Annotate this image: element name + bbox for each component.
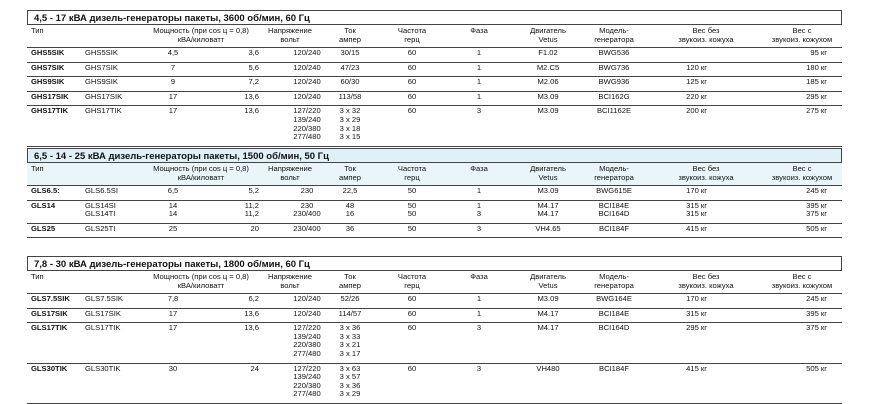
cell-kw: 24 bbox=[250, 363, 259, 373]
column-header-w1: Вес без звукоиз. кожуха bbox=[678, 26, 734, 44]
cell-eng: M3.09 bbox=[537, 91, 559, 101]
cell-a: 60/30 bbox=[340, 77, 360, 87]
cell-kw: 13,6 bbox=[244, 308, 259, 318]
cell-gen: BCI164D bbox=[598, 323, 630, 333]
model-code: GLS7.5SIK bbox=[31, 294, 70, 303]
model-code: GHS7SIK bbox=[31, 62, 65, 72]
cell-gen: BCI1162E bbox=[596, 106, 632, 116]
cell-eng: M4.17 M4.17 bbox=[537, 200, 559, 219]
table-row bbox=[27, 77, 842, 92]
cell-kw: 3,6 bbox=[248, 48, 259, 57]
cell-gen: BCI184F bbox=[599, 223, 629, 233]
cell-ph: 1 bbox=[476, 62, 482, 72]
cell-hz: 60 bbox=[407, 77, 417, 87]
cell-kva: 17 bbox=[168, 323, 178, 333]
model-code: GLS17TIK bbox=[31, 323, 68, 333]
cell-hz: 60 bbox=[407, 106, 417, 116]
cell-a: 47/23 bbox=[340, 62, 360, 72]
column-header-engine: Двигатель Vetus bbox=[530, 164, 566, 182]
table-row bbox=[27, 201, 842, 224]
column-header-current: Ток ампер bbox=[338, 272, 361, 290]
cell-gen: BCI184F bbox=[599, 363, 629, 373]
cell-kw: 13,6 bbox=[244, 91, 259, 101]
cell-w1: 125 кг bbox=[686, 77, 707, 87]
section-title: 7,8 - 30 кВА дизель-генераторы пакеты, 1800 об/мин, 60 Гц bbox=[27, 256, 842, 271]
model-variant: GHS17SIK bbox=[85, 91, 123, 101]
cell-kva: 4,5 bbox=[167, 48, 179, 57]
section-title: 6,5 - 14 - 25 кВА дизель-генераторы пакеты, 1500 об/мин, 50 Гц bbox=[27, 148, 842, 163]
cell-w1: 415 кг bbox=[686, 223, 707, 233]
model-code: GLS6.5: bbox=[31, 186, 60, 195]
cell-w2: 185 кг bbox=[806, 77, 827, 87]
cell-kva: 14 14 bbox=[168, 200, 178, 219]
column-header-engine: Двигатель Vetus bbox=[530, 26, 566, 44]
table-row bbox=[27, 364, 842, 404]
spec-section bbox=[27, 10, 842, 147]
model-variant: GLS7.5SIK bbox=[85, 294, 123, 303]
cell-hz: 60 bbox=[407, 48, 417, 57]
cell-v: 230/400 bbox=[293, 223, 321, 233]
cell-eng: VH4.65 bbox=[535, 223, 561, 233]
column-header-power: Мощность (при cos ц = 0,8) кВА/киловатт bbox=[153, 164, 249, 182]
cell-eng: M2.06 bbox=[537, 77, 559, 87]
column-header-voltage: Напряжение вольт bbox=[267, 272, 313, 290]
column-header-current: Ток ампер bbox=[338, 164, 361, 182]
cell-eng: M4.17 bbox=[537, 323, 559, 333]
cell-kw: 7,2 bbox=[248, 77, 259, 87]
cell-kva: 17 bbox=[168, 91, 178, 101]
cell-eng: M3.09 bbox=[537, 186, 559, 195]
cell-w1: 220 кг bbox=[686, 91, 707, 101]
column-header-phase: Фаза bbox=[470, 272, 488, 281]
section-title: 4,5 - 17 кВА дизель-генераторы пакеты, 3600 об/мин, 60 Гц bbox=[27, 10, 842, 25]
cell-w2: 180 кг bbox=[806, 62, 827, 72]
cell-eng: VH480 bbox=[536, 363, 560, 373]
model-variant: GHS9SIK bbox=[85, 77, 118, 87]
column-header-engine: Двигатель Vetus bbox=[530, 272, 566, 290]
cell-kw: 5,2 bbox=[248, 186, 259, 195]
model-variant: GLS25TI bbox=[85, 223, 116, 233]
cell-kw: 13,6 bbox=[244, 106, 259, 116]
cell-ph: 1 bbox=[476, 91, 482, 101]
column-header-voltage: Напряжение вольт bbox=[267, 164, 313, 182]
cell-w1: 120 кг bbox=[686, 62, 707, 72]
cell-eng: F1.02 bbox=[538, 48, 558, 57]
model-variant: GHS5SIK bbox=[85, 48, 118, 57]
cell-ph: 1 bbox=[476, 48, 482, 57]
cell-w1: 170 кг bbox=[686, 294, 707, 303]
cell-v: 127/220 139/240 220/380 277/480 bbox=[293, 106, 321, 142]
cell-v: 230 230/400 bbox=[293, 200, 321, 219]
column-header-w2: Вес с звукоиз. кожухом bbox=[771, 272, 833, 290]
column-header-gen: Модель- генератора bbox=[594, 26, 634, 44]
column-header-type: Тип bbox=[31, 272, 44, 281]
cell-kva: 9 bbox=[170, 77, 176, 87]
cell-kva: 17 bbox=[168, 308, 178, 318]
cell-ph: 3 bbox=[476, 106, 482, 116]
cell-kw: 6,2 bbox=[248, 294, 259, 303]
cell-ph: 3 bbox=[476, 323, 482, 333]
column-header-gen: Модель- генератора bbox=[594, 164, 634, 182]
cell-v: 120/240 bbox=[293, 48, 321, 57]
cell-w2: 505 кг bbox=[806, 223, 827, 233]
column-header-type: Тип bbox=[31, 164, 44, 173]
model-code: GHS17SIK bbox=[31, 91, 69, 101]
table-header bbox=[27, 163, 842, 186]
cell-w2: 375 кг bbox=[806, 323, 827, 333]
cell-ph: 3 bbox=[476, 363, 482, 373]
cell-hz: 50 bbox=[407, 186, 417, 195]
table-row bbox=[27, 294, 842, 309]
cell-hz: 60 bbox=[407, 91, 417, 101]
model-variant: GLS30TIK bbox=[85, 363, 121, 373]
cell-ph: 1 3 bbox=[476, 200, 482, 219]
cell-a: 3 x 32 3 x 29 3 x 18 3 x 15 bbox=[339, 106, 361, 142]
cell-a: 52/26 bbox=[340, 294, 360, 303]
cell-w2: 245 кг bbox=[806, 294, 827, 303]
cell-kw: 13,6 bbox=[244, 323, 259, 333]
table-header bbox=[27, 271, 842, 294]
cell-gen: BCI184E BCI164D bbox=[598, 200, 630, 219]
table-row bbox=[27, 48, 842, 63]
model-variant: GLS17SIK bbox=[85, 308, 121, 318]
column-header-current: Ток ампер bbox=[338, 26, 361, 44]
cell-a: 22,5 bbox=[342, 186, 358, 195]
spec-section bbox=[27, 148, 842, 238]
model-code: GHS17TIK bbox=[31, 106, 69, 116]
table-row bbox=[27, 224, 842, 239]
cell-ph: 1 bbox=[476, 186, 482, 195]
model-code: GLS17SIK bbox=[31, 308, 68, 318]
cell-eng: M3.09 bbox=[537, 106, 559, 116]
cell-hz: 60 bbox=[407, 323, 417, 333]
cell-eng: M2.C5 bbox=[536, 62, 560, 72]
cell-gen: BWG615E bbox=[596, 186, 632, 195]
cell-w2: 395 кг bbox=[806, 308, 827, 318]
column-header-power: Мощность (при cos ц = 0,8) кВА/киловатт bbox=[153, 272, 249, 290]
table-row bbox=[27, 323, 842, 363]
model-variant: GHS17TIK bbox=[85, 106, 122, 116]
cell-kw: 5,6 bbox=[248, 62, 259, 72]
cell-a: 3 x 63 3 x 57 3 x 36 3 x 29 bbox=[339, 363, 361, 399]
cell-hz: 60 bbox=[407, 363, 417, 373]
cell-kva: 17 bbox=[168, 106, 178, 116]
cell-w1: 415 кг bbox=[686, 363, 707, 373]
cell-gen: BWG936 bbox=[598, 77, 630, 87]
table-row bbox=[27, 186, 842, 201]
table-row bbox=[27, 309, 842, 324]
cell-hz: 60 bbox=[407, 308, 417, 318]
cell-kva: 30 bbox=[168, 363, 178, 373]
column-header-power: Мощность (при cos ц = 0,8) кВА/киловатт bbox=[153, 26, 249, 44]
cell-gen: BCI162G bbox=[598, 91, 630, 101]
model-variant: GHS7SIK bbox=[85, 62, 118, 72]
cell-gen: BWG164E bbox=[596, 294, 632, 303]
cell-w1: 295 кг bbox=[686, 323, 707, 333]
cell-w1: 200 кг bbox=[686, 106, 707, 116]
cell-hz: 50 50 bbox=[407, 200, 417, 219]
cell-w1: 315 кг bbox=[686, 308, 707, 318]
cell-gen: BWG736 bbox=[598, 62, 630, 72]
cell-v: 127/220 139/240 220/380 277/480 bbox=[293, 323, 321, 358]
column-header-freq: Частота герц bbox=[397, 26, 427, 44]
column-header-w1: Вес без звукоиз. кожуха bbox=[678, 164, 734, 182]
cell-a: 48 16 bbox=[345, 200, 355, 219]
column-header-gen: Модель- генератора bbox=[594, 272, 634, 290]
cell-eng: M3.09 bbox=[537, 294, 559, 303]
column-header-w1: Вес без звукоиз. кожуха bbox=[678, 272, 734, 290]
column-header-phase: Фаза bbox=[470, 26, 488, 35]
cell-w1: 170 кг bbox=[686, 186, 707, 195]
table-row bbox=[27, 63, 842, 78]
cell-hz: 60 bbox=[407, 294, 417, 303]
cell-v: 120/240 bbox=[293, 308, 321, 318]
cell-kva: 7,8 bbox=[167, 294, 179, 303]
cell-a: 114/57 bbox=[338, 308, 362, 318]
model-code: GHS9SIK bbox=[31, 77, 65, 87]
cell-ph: 1 bbox=[476, 77, 482, 87]
cell-gen: BCI184E bbox=[598, 308, 630, 318]
cell-ph: 3 bbox=[476, 223, 482, 233]
cell-w2: 245 кг bbox=[806, 186, 827, 195]
model-variant: GLS14SI GLS14TI bbox=[85, 200, 116, 219]
cell-a: 30/15 bbox=[340, 48, 360, 57]
cell-kva: 25 bbox=[168, 223, 178, 233]
model-code: GLS14 bbox=[31, 200, 56, 210]
table-row bbox=[27, 106, 842, 146]
cell-kva: 7 bbox=[170, 62, 176, 72]
model-variant: GLS17TIK bbox=[85, 323, 121, 333]
model-code: GLS25 bbox=[31, 223, 56, 233]
cell-hz: 60 bbox=[407, 62, 417, 72]
cell-v: 120/240 bbox=[293, 91, 321, 101]
cell-kw: 20 bbox=[250, 223, 259, 233]
column-header-voltage: Напряжение вольт bbox=[267, 26, 313, 44]
cell-w1: 315 кг 315 кг bbox=[686, 200, 707, 219]
table-header bbox=[27, 25, 842, 48]
cell-kva: 6,5 bbox=[167, 186, 179, 195]
column-header-type: Тип bbox=[31, 26, 44, 35]
cell-w2: 505 кг bbox=[806, 363, 827, 373]
column-header-w2: Вес с звукоиз. кожухом bbox=[771, 164, 833, 182]
column-header-freq: Частота герц bbox=[397, 272, 427, 290]
cell-ph: 1 bbox=[476, 308, 482, 318]
model-code: GHS5SIK bbox=[31, 48, 65, 57]
cell-v: 230 bbox=[300, 186, 314, 195]
cell-w2: 295 кг bbox=[806, 91, 827, 101]
cell-v: 127/220 139/240 220/380 277/480 bbox=[293, 363, 321, 399]
column-header-w2: Вес с звукоиз. кожухом bbox=[771, 26, 833, 44]
column-header-freq: Частота герц bbox=[397, 164, 427, 182]
model-variant: GLS6.5SI bbox=[85, 186, 118, 195]
cell-w2: 275 кг bbox=[806, 106, 827, 116]
model-code: GLS30TIK bbox=[31, 363, 68, 373]
cell-gen: BWG536 bbox=[598, 48, 630, 57]
cell-a: 113/58 bbox=[338, 91, 362, 101]
cell-v: 120/240 bbox=[293, 294, 321, 303]
column-header-phase: Фаза bbox=[470, 164, 488, 173]
cell-w2: 95 кг bbox=[810, 48, 827, 57]
cell-v: 120/240 bbox=[293, 62, 321, 72]
table-row bbox=[27, 92, 842, 107]
cell-v: 120/240 bbox=[293, 77, 321, 87]
cell-ph: 1 bbox=[476, 294, 482, 303]
cell-kw: 11,2 11,2 bbox=[244, 200, 259, 219]
spec-section bbox=[27, 256, 842, 404]
cell-hz: 50 bbox=[407, 223, 417, 233]
cell-eng: M4.17 bbox=[537, 308, 559, 318]
cell-a: 36 bbox=[345, 223, 355, 233]
cell-w2: 395 кг 375 кг bbox=[806, 200, 827, 219]
cell-a: 3 x 36 3 x 33 3 x 21 3 x 17 bbox=[339, 323, 361, 358]
